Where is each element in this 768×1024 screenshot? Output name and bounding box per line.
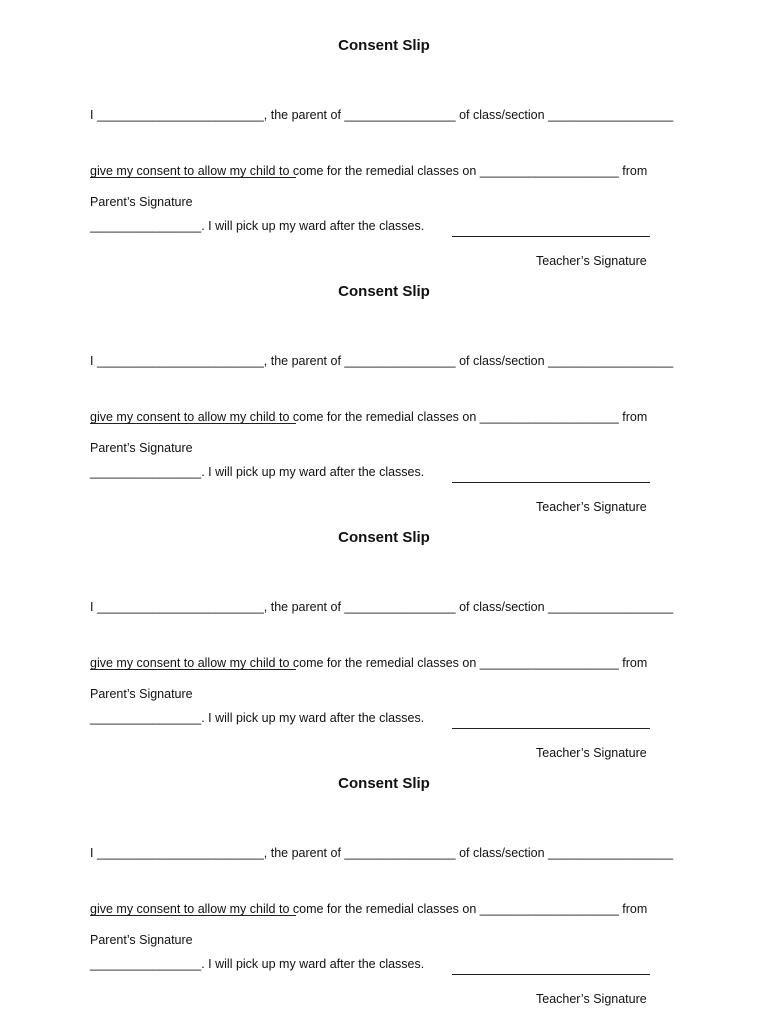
consent-line: I ________________________, the parent of ________________ of class/section __________________ [90,600,674,614]
consent-slip [0,738,768,1006]
parent-signature-line [90,177,296,178]
consent-line: give my consent to allow my child to come for the remedial classes on ____________________ from [90,163,648,178]
teacher-signature-label: Teacher’s Signature [536,992,647,1006]
consent-slip [0,492,768,760]
slip-title: Consent Slip [338,775,430,792]
consent-slip [0,0,768,268]
slip-title: Consent Slip [338,529,430,546]
slip-title: Consent Slip [338,37,430,54]
consent-statement [90,561,680,765]
slip-title: Consent Slip [338,283,430,300]
consent-line: ________________. I will pick up my ward after the classes. [90,219,425,233]
teacher-signature-label: Teacher’s Signature [536,500,647,514]
parent-signature-line [90,915,296,916]
parent-signature-line [90,669,296,670]
consent-line: give my consent to allow my child to come for the remedial classes on ____________________ from [90,409,648,424]
consent-line: I ________________________, the parent of ________________ of class/section __________________ [90,846,674,860]
parent-signature-label: Parent’s Signature [90,195,193,209]
consent-statement [90,315,680,519]
parent-signature-label: Parent’s Signature [90,933,193,947]
consent-line: ________________. I will pick up my ward after the classes. [90,711,425,725]
consent-line: I ________________________, the parent of ________________ of class/section __________________ [90,108,674,122]
consent-statement [90,69,680,273]
parent-signature-line [90,423,296,424]
teacher-signature-line [452,236,650,237]
teacher-signature-label: Teacher’s Signature [536,746,647,760]
parent-signature-label: Parent’s Signature [90,441,193,455]
consent-line: give my consent to allow my child to come for the remedial classes on ____________________ from [90,655,648,670]
consent-line: ________________. I will pick up my ward after the classes. [90,957,425,971]
teacher-signature-label: Teacher’s Signature [536,254,647,268]
teacher-signature-line [452,482,650,483]
consent-line: give my consent to allow my child to come for the remedial classes on ____________________ from [90,901,648,916]
teacher-signature-line [452,974,650,975]
consent-line: I ________________________, the parent of ________________ of class/section __________________ [90,354,674,368]
consent-line: ________________. I will pick up my ward after the classes. [90,465,425,479]
consent-statement [90,807,680,1011]
consent-slip [0,246,768,514]
teacher-signature-line [452,728,650,729]
parent-signature-label: Parent’s Signature [90,687,193,701]
